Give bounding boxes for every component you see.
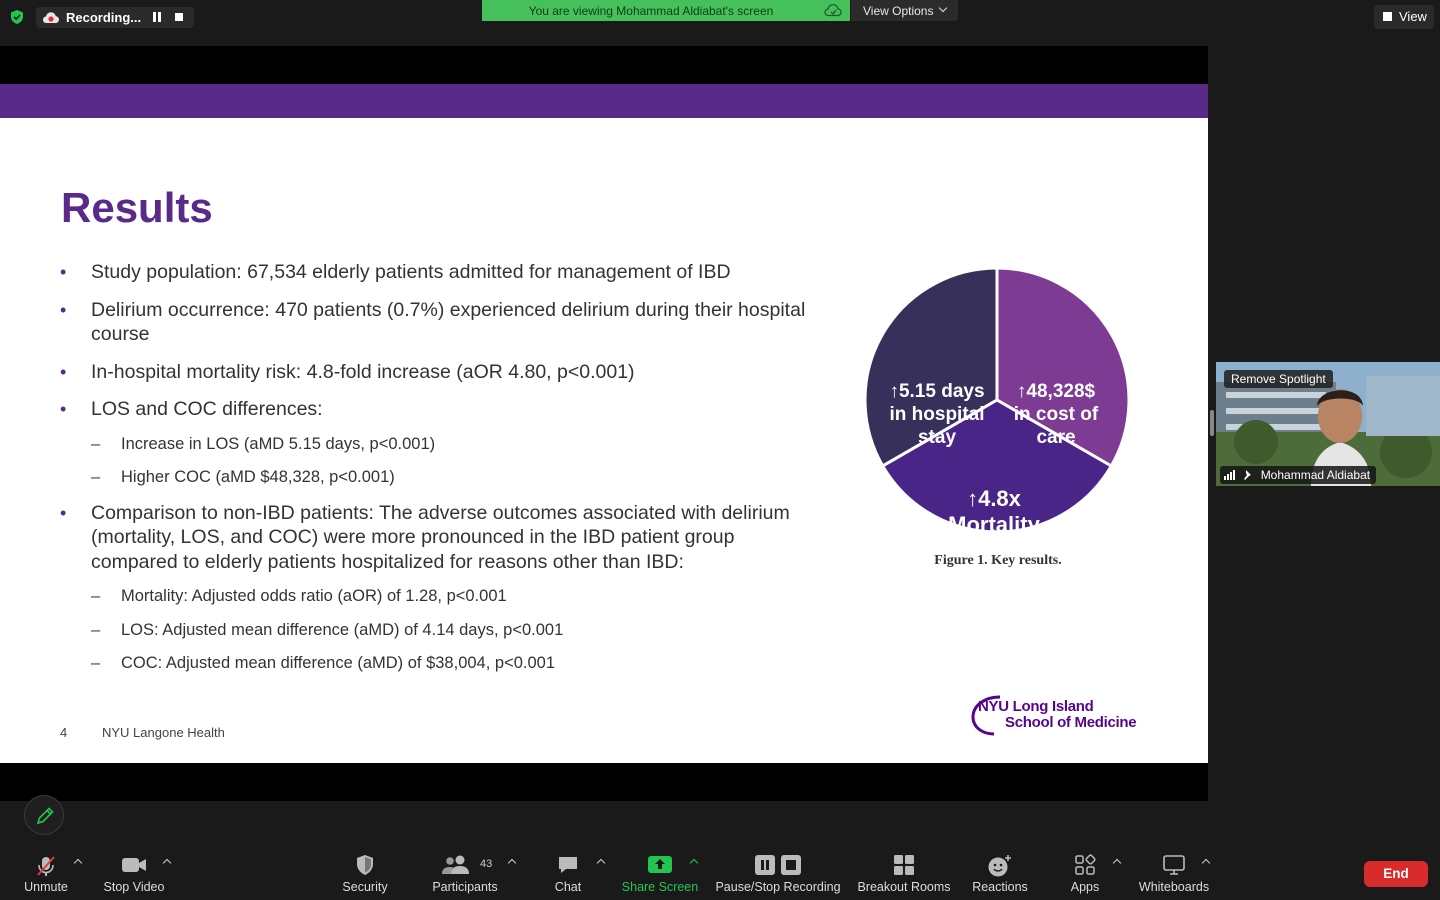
unmute-label: Unmute	[24, 880, 68, 894]
figure-caption: Figure 1. Key results.	[934, 553, 1062, 568]
segment-coc-line3: care	[1036, 427, 1076, 448]
viewing-screen-text: You are viewing Mohammad Aldiabat's screen	[528, 4, 774, 18]
spotlight-pin-icon	[1243, 469, 1253, 479]
recording-indicator	[36, 7, 194, 28]
sub-bullet-mortality: – Mortality: Adjusted odds ratio (aOR) of 1.28, p<0.001	[60, 586, 820, 606]
security-shield-icon[interactable]	[9, 9, 25, 25]
slide-header-bar	[0, 84, 1208, 118]
bullet-los-coc: • LOS and COC differences:	[60, 397, 820, 422]
reactions-smiley-icon	[987, 854, 1013, 878]
recording-label: Recording...	[66, 10, 142, 25]
slide-title: Results	[61, 184, 213, 231]
chat-options-caret-icon[interactable]	[597, 859, 605, 867]
chat-label: Chat	[554, 880, 582, 894]
view-layout-icon	[1383, 12, 1392, 21]
reactions-label: Reactions	[972, 880, 1028, 894]
pause-stop-recording-icon	[754, 854, 802, 876]
cloud-recording-icon	[42, 11, 60, 24]
whiteboards-button[interactable]	[1132, 846, 1216, 900]
security-button[interactable]	[336, 846, 394, 900]
meeting-toolbar	[0, 846, 1440, 900]
slide-footer-org: NYU Langone Health	[102, 725, 225, 740]
bullet-delirium-occurrence: • Delirium occurrence: 470 patients (0.7%) experienced delirium during their hospital course	[60, 298, 820, 347]
segment-mortality-line1: ↑4.8x	[967, 486, 1021, 511]
end-meeting-button[interactable]: End	[1364, 861, 1428, 887]
segment-los-line1: ↑5.15 days	[889, 381, 985, 402]
top-bar	[0, 0, 1440, 34]
bullet-mortality-risk: • In-hospital mortality risk: 4.8-fold increase (aOR 4.80, p<0.001)	[60, 360, 820, 385]
slide-page-number: 4	[60, 725, 68, 740]
chat-bubble-icon	[556, 854, 580, 876]
participants-label: Participants	[432, 880, 498, 894]
pause-recording-icon[interactable]	[152, 12, 162, 22]
bullet-study-population: • Study population: 67,534 elderly patients admitted for management of IBD	[60, 260, 820, 285]
segment-los-line3: stay	[917, 427, 957, 448]
key-results-figure	[862, 264, 1132, 537]
stop-video-button[interactable]	[98, 846, 170, 900]
segment-coc-label	[1000, 380, 1112, 449]
nyu-long-island-logo	[970, 692, 1150, 740]
results-bullet-list	[60, 260, 820, 673]
share-screen-button[interactable]	[618, 846, 702, 900]
sub-bullet-los: – Increase in LOS (aMD 5.15 days, p<0.001)	[60, 434, 820, 454]
pause-stop-recording-button[interactable]	[712, 846, 844, 900]
segment-los-label	[880, 380, 994, 449]
security-shield-icon	[355, 854, 375, 876]
security-label: Security	[342, 880, 388, 894]
pencil-icon	[25, 796, 65, 836]
panel-resize-handle[interactable]	[1210, 410, 1214, 436]
participant-name: Mohammad Aldiabat	[1260, 468, 1371, 482]
sub-bullet-coc-diff: – COC: Adjusted mean difference (aMD) of $38,004, p<0.001	[60, 653, 820, 673]
breakout-rooms-label: Breakout Rooms	[857, 880, 951, 894]
segment-los-line2: in hospital	[889, 404, 985, 425]
apps-options-caret-icon[interactable]	[1113, 859, 1121, 867]
muted-microphone-icon	[34, 854, 58, 878]
logo-line1: NYU Long Island	[978, 698, 1094, 715]
signal-strength-icon	[1224, 469, 1236, 479]
view-options-label: View Options	[863, 4, 934, 18]
participants-count: 43	[480, 858, 493, 870]
segment-coc-line2: in cost of	[1013, 404, 1099, 425]
bullet-comparison: • Comparison to non-IBD patients: The adverse outcomes associated with delirium (mortality, LOS, and COC) were more pronounced in the IBD patient group compared to elderly patients hospitalized for reasons other than IBD:	[60, 501, 820, 575]
view-button[interactable]	[1374, 5, 1434, 29]
apps-icon	[1074, 854, 1096, 876]
segment-coc-line1: ↑48,328$	[1016, 381, 1096, 402]
whiteboard-icon	[1162, 854, 1186, 876]
segment-mortality-label	[924, 486, 1064, 538]
reactions-button[interactable]	[966, 846, 1034, 900]
pause-stop-recording-label: Pause/Stop Recording	[715, 880, 841, 894]
apps-button[interactable]	[1062, 846, 1108, 900]
view-options-button[interactable]	[851, 0, 958, 21]
share-screen-label: Share Screen	[621, 880, 699, 894]
segment-mortality-line2: Mortality	[948, 512, 1040, 537]
stop-recording-icon[interactable]	[175, 13, 183, 21]
sub-bullet-los-diff: – LOS: Adjusted mean difference (aMD) of 4.14 days, p<0.001	[60, 620, 820, 640]
stop-video-label: Stop Video	[103, 880, 165, 894]
participant-name-tag	[1220, 466, 1376, 484]
participants-options-caret-icon[interactable]	[508, 859, 516, 867]
presentation-slide	[0, 84, 1208, 763]
sub-bullet-coc: – Higher COC (aMD $48,328, p<0.001)	[60, 467, 820, 487]
whiteboards-label: Whiteboards	[1138, 880, 1210, 894]
unmute-button[interactable]	[12, 846, 80, 900]
share-screen-icon	[647, 854, 673, 876]
logo-line2: School of Medicine	[1005, 714, 1137, 731]
shared-screen	[0, 46, 1208, 801]
viewing-screen-banner	[482, 0, 850, 21]
participants-button[interactable]	[426, 846, 504, 900]
view-label: View	[1399, 9, 1427, 24]
cloud-icon	[824, 3, 842, 17]
participants-icon	[441, 854, 473, 876]
video-camera-icon	[120, 854, 148, 876]
breakout-rooms-icon	[893, 854, 915, 876]
participant-video-tile[interactable]	[1216, 362, 1440, 486]
remove-spotlight-button[interactable]: Remove Spotlight	[1224, 370, 1333, 388]
breakout-rooms-button[interactable]	[854, 846, 954, 900]
annotate-button[interactable]	[24, 795, 64, 835]
apps-label: Apps	[1070, 880, 1100, 894]
chevron-down-icon	[939, 4, 947, 12]
chat-button[interactable]	[545, 846, 591, 900]
